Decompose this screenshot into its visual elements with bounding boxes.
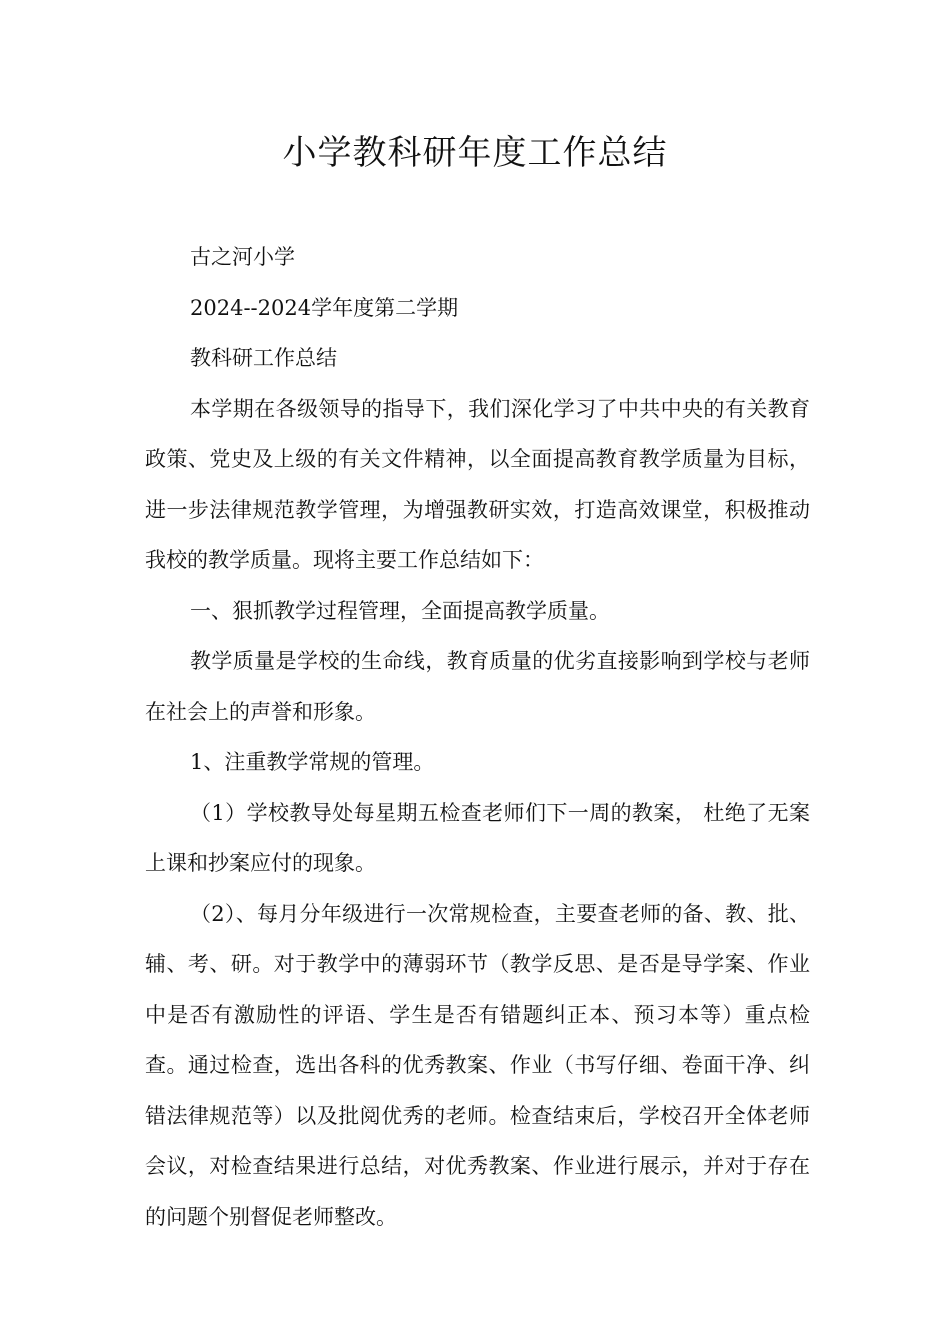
section-paragraph: 教学质量是学校的生命线，教育质量的优劣直接影响到学校与老师在社会上的声誉和形象。 — [145, 649, 810, 724]
subsection-heading-1: 1、注重教学常规的管理。 — [190, 750, 435, 774]
subtitle-line: 教科研工作总结 — [190, 346, 337, 370]
section-heading-1: 一、狠抓教学过程管理，全面提高教学质量。 — [190, 598, 610, 623]
document-body — [145, 232, 810, 1242]
item-paragraph-1: （1）学校教导处每星期五检查老师们下一周的教案， 杜绝了无案上课和抄案应付的现象。 — [145, 800, 810, 875]
school-name: 古之河小学 — [190, 245, 295, 269]
semester-line: 2024--2024学年度第二学期 — [190, 295, 459, 320]
document-title: 小学教科研年度工作总结 — [282, 133, 668, 173]
item-paragraph-2: （2）、每月分年级进行一次常规检查，主要查老师的备、教、批、辅、考、研。对于教学中的薄弱环节（教学反思、是否是导学案、作业中是否有激励性的评语、学生是否有错题纠正本、预习本等）重点检查。通过检查，选出各科的优秀教案、作业（书写仔细、卷面干净、纠错法律规范等）以及批阅优秀的老师。检查结束后，学校召开全体老师会议，对检查结果进行总结，对优秀教案、作业进行展示，并对于存在的问题个别督促老师整改。 — [145, 901, 810, 1229]
intro-paragraph: 本学期在各级领导的指导下，我们深化学习了中共中央的有关教育政策、党史及上级的有关文件精神，以全面提高教育教学质量为目标，进一步法律规范教学管理，为增强教研实效，打造高效课堂，积极推动我校的教学质量。现将主要工作总结如下： — [145, 396, 810, 572]
